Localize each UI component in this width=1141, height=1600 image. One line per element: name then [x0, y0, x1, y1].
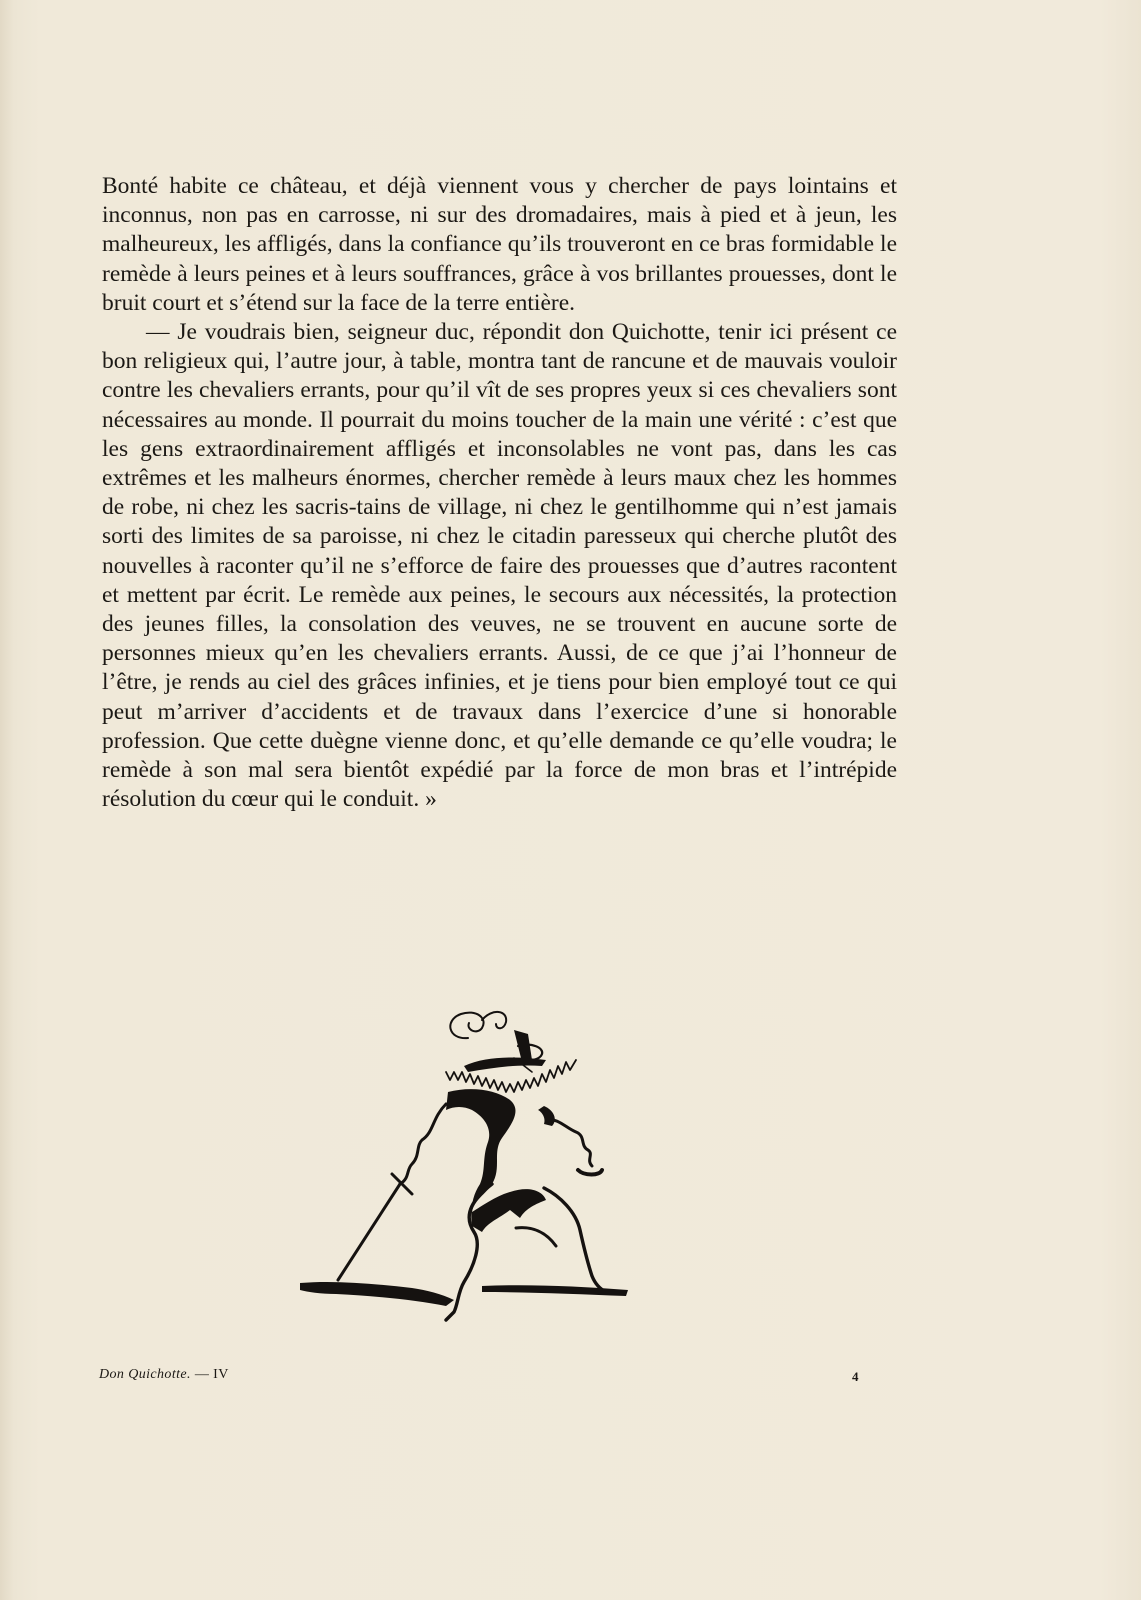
paragraph-1: Bonté habite ce château, et déjà viennent vous y chercher de pays lointains et inconnus, non pas en carrosse, ni sur des dromadaires, mais à pied et à jeun, les malheureux, les affligés, dans la confiance qu’ils trouveront en ce bras formidable le remède à leurs peines et à leurs souffrances, grâce à vos brillantes prouesses, dont le bruit court et s’étend sur la face de la terre entière. — [102, 173, 897, 316]
body-text — [102, 172, 897, 814]
paragraph-2: — Je voudrais bien, seigneur duc, répondit don Quichotte, tenir ici présent ce bon religieux qui, l’autre jour, à table, montra tant de rancune et de mauvais vouloir contre les chevaliers errants, pour qu’il vît de ses propres yeux si ces chevaliers sont nécessaires au monde. Il pourrait du moins toucher de la main une vérité : c’est que les gens extraordinairement affligés et inconsolables ne vont pas, dans les cas extrêmes et les malheurs énormes, chercher remède à leurs maux chez les hommes de robe, ni chez les sacris-tains de village, ni chez le gentilhomme qui n’est jamais sorti des limites de sa paroisse, ni chez le citadin paresseux qui cherche plutôt des nouvelles à raconter qu’il ne s’efforce de faire des prouesses que d’autres racontent et mettent par écrit. Le remède aux peines, le secours aux nécessités, la protection des jeunes filles, la consolation des veuves, ne se trouvent en aucune sorte de personnes mieux qu’en les chevaliers errants. Aussi, de ce que j’ai l’honneur de l’être, je rends au ciel des grâces infinies, et je tiens pour bien employé tout ce qui peut m’arriver d’accidents et de travaux dans l’exercice d’une si honorable profession. Que cette duègne vienne donc, et qu’elle demande ce qu’elle voudra; le remède à son mal sera bientôt expédié par la force de mon bras et l’intrépide résolution du cœur qui le conduit. » — [102, 319, 897, 813]
don-quichotte-illustration — [296, 1000, 640, 1342]
footer-volume: — IV — [194, 1367, 229, 1382]
footer-book-title: Don Quichotte. — [99, 1367, 191, 1382]
running-footer — [99, 1367, 229, 1383]
signature-mark: 4 — [852, 1369, 859, 1384]
